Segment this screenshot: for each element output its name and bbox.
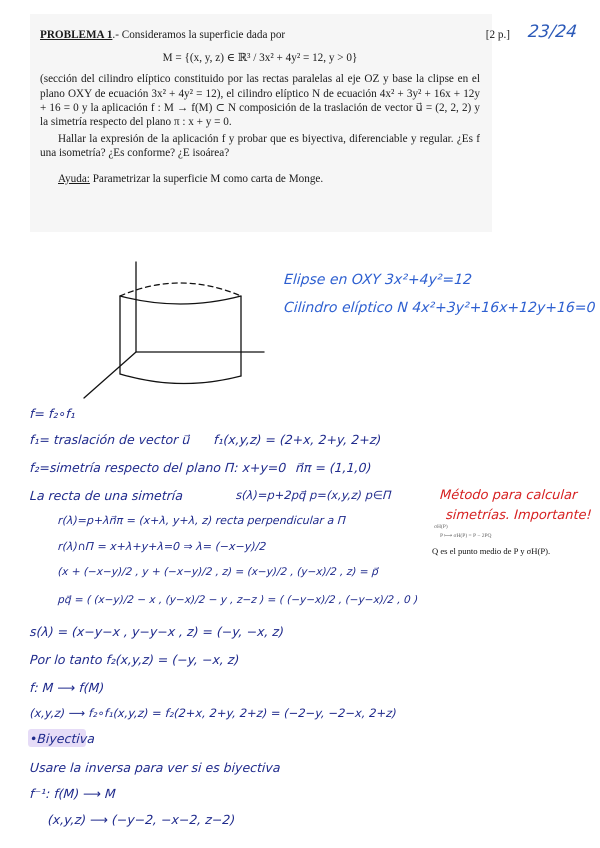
note-normal: n⃗π = (1,1,0): [295, 460, 372, 475]
note-pq-vector: pq⃗ = ( (x−y)/2 − x , (y−x)/2 − y , z−z ) = ( (−y−x)/2 , (−y−x)/2 , 0 ): [57, 594, 419, 606]
note-translation: f₁= traslación de vector u⃗: [29, 432, 191, 447]
red-note-line-2: simetrías. Importante!: [445, 508, 593, 523]
note-f-map: f: M ⟶ f(M): [29, 680, 105, 695]
note-f-formula: (x,y,z) ⟶ f₂∘f₁(x,y,z) = f₂(2+x, 2+y, 2+z) = (−2−y, −2−x, 2+z): [29, 706, 398, 720]
cylinder-top-front-arc: [120, 296, 241, 304]
snippet-tiny-1: σH(P): [434, 524, 448, 530]
problem-paragraph-1: (sección del cilindro elíptico constituido por las rectas paralelas al eje OZ y base la clipse en el plano OXY de ecuación 3x² + 4y² = 12), el cilindro elíptico N de ecuación 4x² + 3y² + 16x + 12y + 16 = 0 y la aplicación f : M → f(M) ⊂ N composición de la traslación de vector u⃗ = (2, 2, 2) y la simetría respecto del plano π : x + y = 0.: [40, 73, 480, 129]
snippet-caption: Q es el punto medio de P y σH(P).: [432, 546, 551, 556]
hint-label: Ayuda:: [58, 172, 90, 185]
handwritten-score: 23/24: [526, 22, 579, 42]
note-inverse-formula: (x,y,z) ⟶ (−y−2, −x−2, z−2): [47, 812, 236, 827]
note-line-formula: s(λ)=p+2pq⃗ p=(x,y,z) p∈Π: [235, 488, 393, 502]
note-translation-formula: f₁(x,y,z) = (2+x, 2+y, 2+z): [213, 432, 382, 447]
snippet-tiny-2: P ⟼ σH(P) = P − 2PQ: [440, 533, 492, 539]
hint-text: Parametrizar la superficie M como carta de Monge.: [89, 172, 324, 185]
cylinder-top-back-arc: [120, 283, 241, 296]
note-s-lambda: s(λ) = (x−y−x , y−y−x , z) = (−y, −x, z): [29, 624, 285, 639]
note-therefore: Por lo tanto f₂(x,y,z) = (−y, −x, z): [29, 652, 240, 667]
note-intersection: r(λ)∩Π = x+λ+y+λ=0 ⇒ λ= (−x−y)/2: [57, 540, 267, 553]
note-biyectiva: •Biyectiva: [29, 731, 96, 746]
problem-points: [2 p.]: [485, 29, 510, 41]
problem-title-suffix: .- Consideramos la superficie dada por: [112, 29, 286, 41]
red-note-line-1: Método para calcular: [439, 488, 578, 503]
note-point-q: (x + (−x−y)/2 , y + (−x−y)/2 , z) = (x−y)/2 , (y−x)/2 , z) = p⃗: [57, 566, 379, 578]
cylinder-bottom-arc: [120, 374, 241, 384]
note-inverse-map: f⁻¹: f(M) ⟶ M: [29, 786, 117, 801]
note-composition: f= f₂∘f₁: [29, 406, 77, 421]
problem-title: PROBLEMA 1: [40, 29, 113, 41]
note-ellipse: Elipse en OXY 3x²+4y²=12: [283, 272, 473, 288]
note-symmetry: f₂=simetría respecto del plano Π: x+y=0: [29, 460, 287, 475]
note-line-intro: La recta de una simetría: [29, 488, 184, 503]
note-cylinder: Cilindro elíptico N 4x²+3y²+16x+12y+16=0: [283, 300, 597, 316]
note-usare: Usare la inversa para ver si es biyectiva: [29, 760, 282, 775]
surface-equation: M = {(x, y, z) ∈ ℝ³ / 3x² + 4y² = 12, y > 0}: [162, 52, 358, 65]
problem-paragraph-2: Hallar la expresión de la aplicación f y probar que es biyectiva, diferenciable y regular. ¿Es f una isometría? ¿Es conforme? ¿E isoárea?: [40, 133, 480, 160]
note-param-line: r(λ)=p+λn⃗π = (x+λ, y+λ, z) recta perpendicular a Π: [57, 514, 347, 527]
x-axis: [84, 352, 136, 398]
